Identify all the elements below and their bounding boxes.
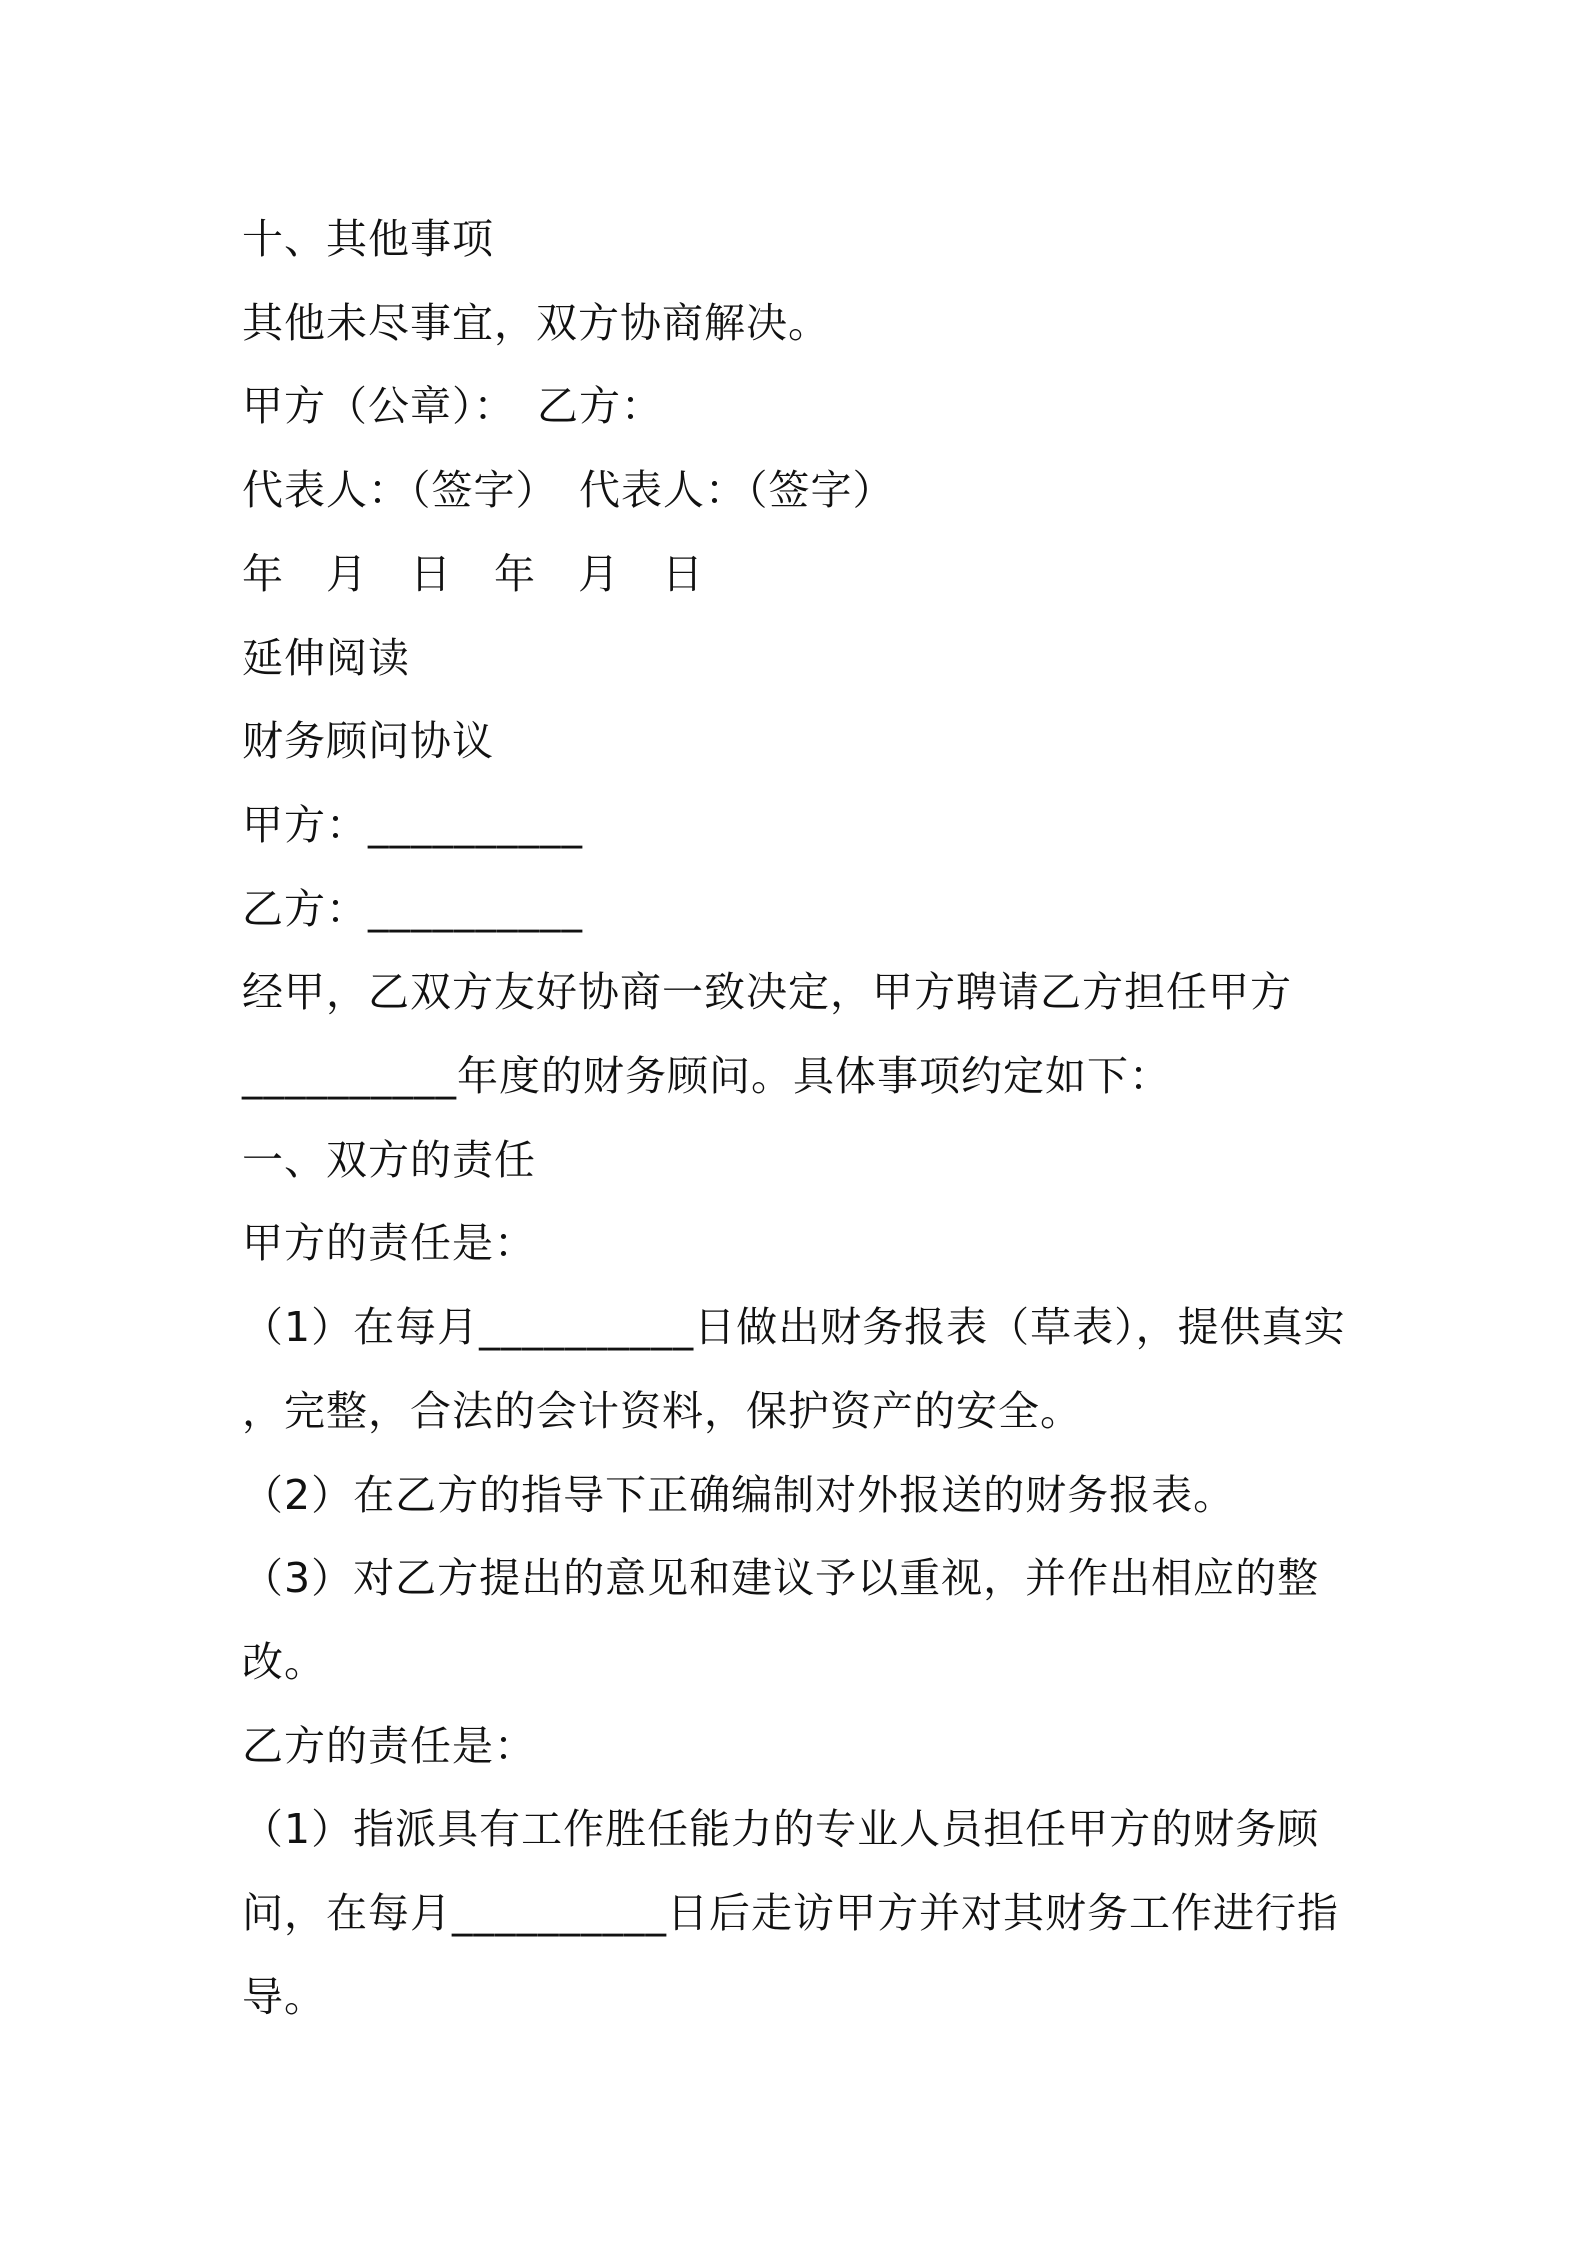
paragraph: __________年度的财务顾问。具体事项约定如下：: [242, 1052, 1171, 1101]
subheading-party-a-responsibilities: 甲方的责任是：: [242, 1219, 536, 1268]
list-item: （2）在乙方的指导下正确编制对外报送的财务报表。: [242, 1470, 1236, 1519]
agreement-title: 财务顾问协议: [242, 717, 494, 766]
extended-reading-heading: 延伸阅读: [242, 633, 410, 682]
document-body: [242, 198, 1362, 2039]
list-item: （3）对乙方提出的意见和建议予以重视，并作出相应的整: [242, 1554, 1320, 1603]
section-heading-responsibilities: 一、双方的责任: [242, 1135, 536, 1184]
party-b-field: 乙方：__________: [242, 884, 583, 933]
list-item-continuation: 改。: [242, 1637, 326, 1686]
signature-representative-line: 代表人：（签字） 代表人：（签字）: [242, 466, 895, 515]
section-heading-other-matters: 十、其他事项: [242, 215, 494, 263]
paragraph: 经甲，乙双方友好协商一致决定，甲方聘请乙方担任甲方: [242, 968, 1292, 1017]
list-item: （1）指派具有工作胜任能力的专业人员担任甲方的财务顾: [242, 1805, 1320, 1854]
list-item-continuation: 导。: [242, 1972, 326, 2021]
list-item-continuation: ，完整，合法的会计资料，保护资产的安全。: [242, 1386, 1082, 1435]
paragraph: 其他未尽事宜，双方协商解决。: [242, 298, 830, 347]
party-a-field: 甲方：__________: [242, 800, 583, 849]
signature-party-line: 甲方（公章）： 乙方：: [242, 382, 663, 431]
list-item: （1）在每月__________日做出财务报表（草表），提供真实: [242, 1303, 1346, 1352]
signature-date-line: 年 月 日 年 月 日: [242, 549, 704, 598]
subheading-party-b-responsibilities: 乙方的责任是：: [242, 1721, 536, 1770]
list-item-continuation: 问，在每月__________日后走访甲方并对其财务工作进行指: [242, 1889, 1339, 1938]
